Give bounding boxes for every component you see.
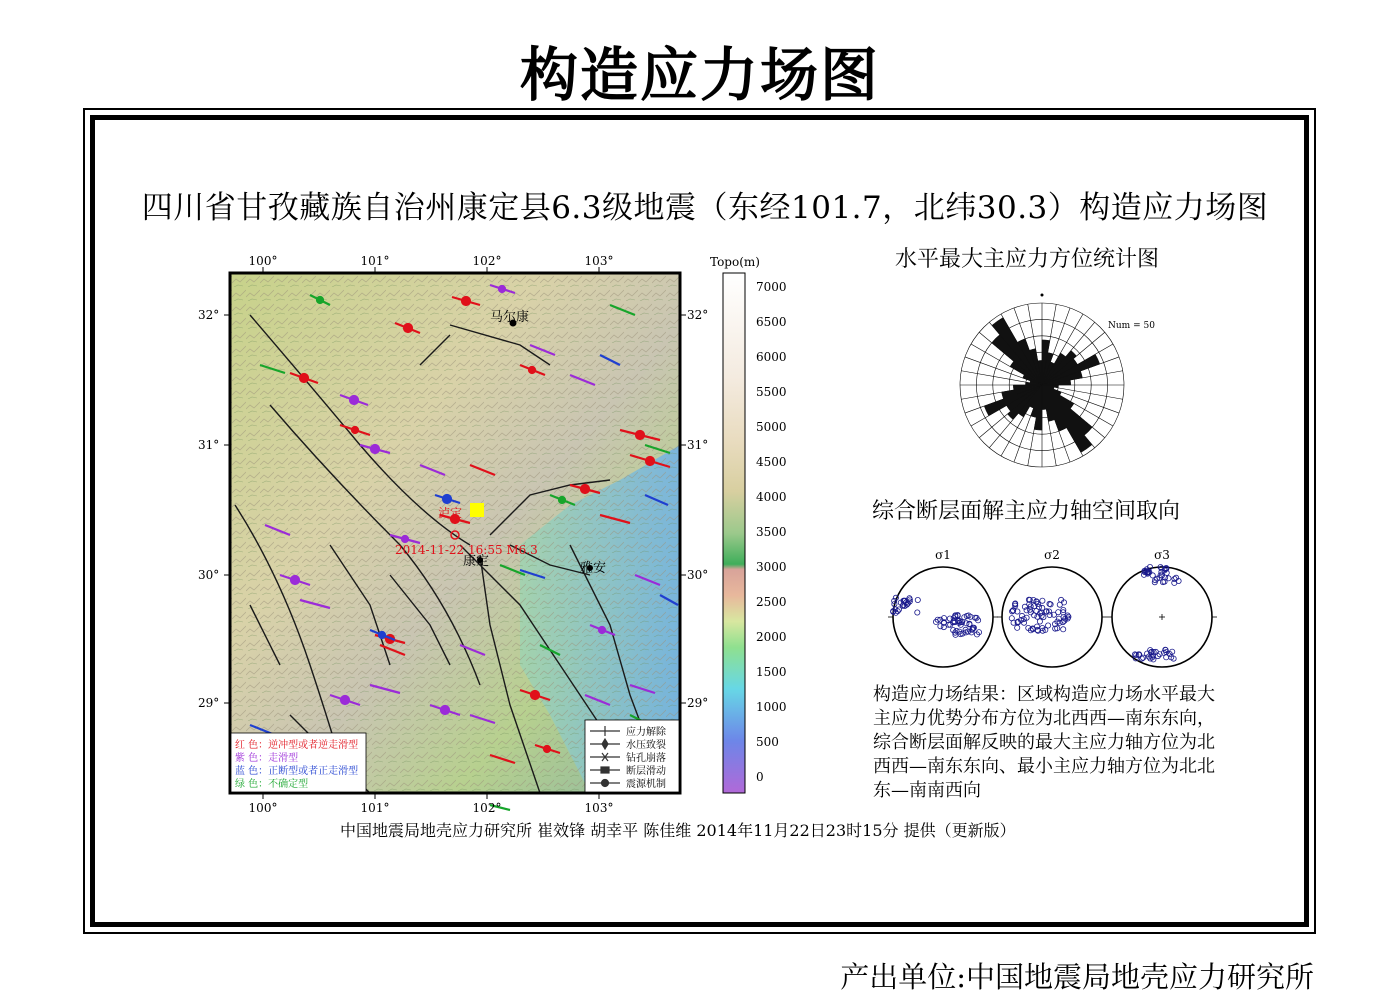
lon-tick-bottom: 100° (248, 801, 278, 815)
lon-tick-bottom: 103° (584, 801, 614, 815)
colorbar (723, 273, 745, 793)
color-legend (231, 733, 366, 792)
lon-tick-top: 101° (360, 254, 390, 268)
kangding-label: 康定 (463, 554, 490, 569)
lat-tick-right: 30° (687, 568, 709, 582)
rose-num-label: Num = 50 (1108, 321, 1155, 331)
slide-title: 构造应力场图 (519, 41, 880, 109)
result-text: 构造应力场结果：区域构造应力场水平最大主应力优势分布方位为北西西—南东东向，综合断层面解反映的最大主应力轴方位为北西西—南东东向、最小主应力轴方位为北北东—南南西向 (873, 684, 1215, 801)
lat-tick-right: 31° (687, 438, 709, 452)
colorbar-tick: 1500 (756, 665, 787, 679)
lat-tick-left: 30° (198, 568, 220, 582)
lat-tick-left: 29° (198, 696, 220, 710)
colorbar-tick: 4000 (756, 490, 787, 504)
legend-focal-mechanism: 震源机制 (626, 779, 666, 790)
legend-normal: 蓝 色：正断型或者正走滑型 (235, 766, 359, 777)
sigma3-label: σ3 (1154, 548, 1170, 562)
colorbar-tick: 4500 (756, 455, 787, 469)
legend-uncertain: 绿 色：不确定型 (235, 779, 309, 790)
colorbar-tick: 2000 (756, 630, 787, 644)
legend-hydrofracturing: 水压致裂 (626, 740, 666, 751)
colorbar-tick: 5000 (756, 420, 787, 434)
colorbar-tick: 3000 (756, 560, 787, 574)
legend-strike-slip: 紫 色：走滑型 (235, 753, 299, 764)
yaan-label: 雅安 (580, 561, 607, 576)
colorbar-tick: 2500 (756, 595, 787, 609)
lon-tick-top: 103° (584, 254, 614, 268)
legend-borehole-breakout: 钻孔崩落 (626, 753, 666, 764)
rose-diagram (950, 285, 1155, 485)
method-legend (585, 720, 679, 792)
colorbar-tick: 6500 (756, 315, 787, 329)
principal-axes-stereonets (885, 545, 1225, 675)
sigma1-label: σ1 (935, 548, 951, 562)
colorbar-tick: 0 (756, 770, 764, 784)
colorbar-tick: 6000 (756, 350, 787, 364)
sigma2-label: σ2 (1044, 548, 1060, 562)
colorbar-tick: 3500 (756, 525, 787, 539)
lat-tick-right: 32° (687, 308, 709, 322)
lon-tick-bottom: 101° (360, 801, 390, 815)
colorbar-label: Topo(m) (710, 255, 760, 269)
lat-tick-left: 32° (198, 308, 220, 322)
beachball-title: 综合断层面解主应力轴空间取向 (872, 499, 1181, 524)
lon-tick-bottom: 102° (472, 801, 502, 815)
luding-label: 泸定 (438, 506, 463, 520)
producer-line: 产出单位:中国地震局地壳应力研究所 (840, 960, 1314, 994)
credit-line: 中国地震局地壳应力研究所 崔效锋 胡幸平 陈佳维 2014年11月22日23时15分 提供（更新版） (340, 821, 1016, 840)
colorbar-tick: 500 (756, 735, 779, 749)
figure-title: 四川省甘孜藏族自治州康定县6.3级地震（东经101.7，北纬30.3）构造应力场图 (141, 190, 1269, 226)
maerkang-label: 马尔康 (490, 310, 530, 325)
stress-map-panel (190, 245, 840, 820)
colorbar-tick: 7000 (756, 280, 787, 294)
colorbar-tick: 5500 (756, 385, 787, 399)
legend-stress-relief: 应力解除 (626, 727, 666, 738)
lat-tick-right: 29° (687, 696, 709, 710)
event-label: 2014-11-22 16:55 M6.3 (395, 543, 538, 557)
rose-diagram-title: 水平最大主应力方位统计图 (895, 247, 1160, 272)
colorbar-tick: 1000 (756, 700, 787, 714)
lon-tick-top: 100° (248, 254, 278, 268)
legend-fault-slip: 断层滑动 (626, 766, 666, 777)
epicenter-marker (470, 503, 484, 517)
legend-thrust: 红 色：逆冲型或者逆走滑型 (235, 740, 359, 751)
lon-tick-top: 102° (472, 254, 502, 268)
lat-tick-left: 31° (198, 438, 220, 452)
